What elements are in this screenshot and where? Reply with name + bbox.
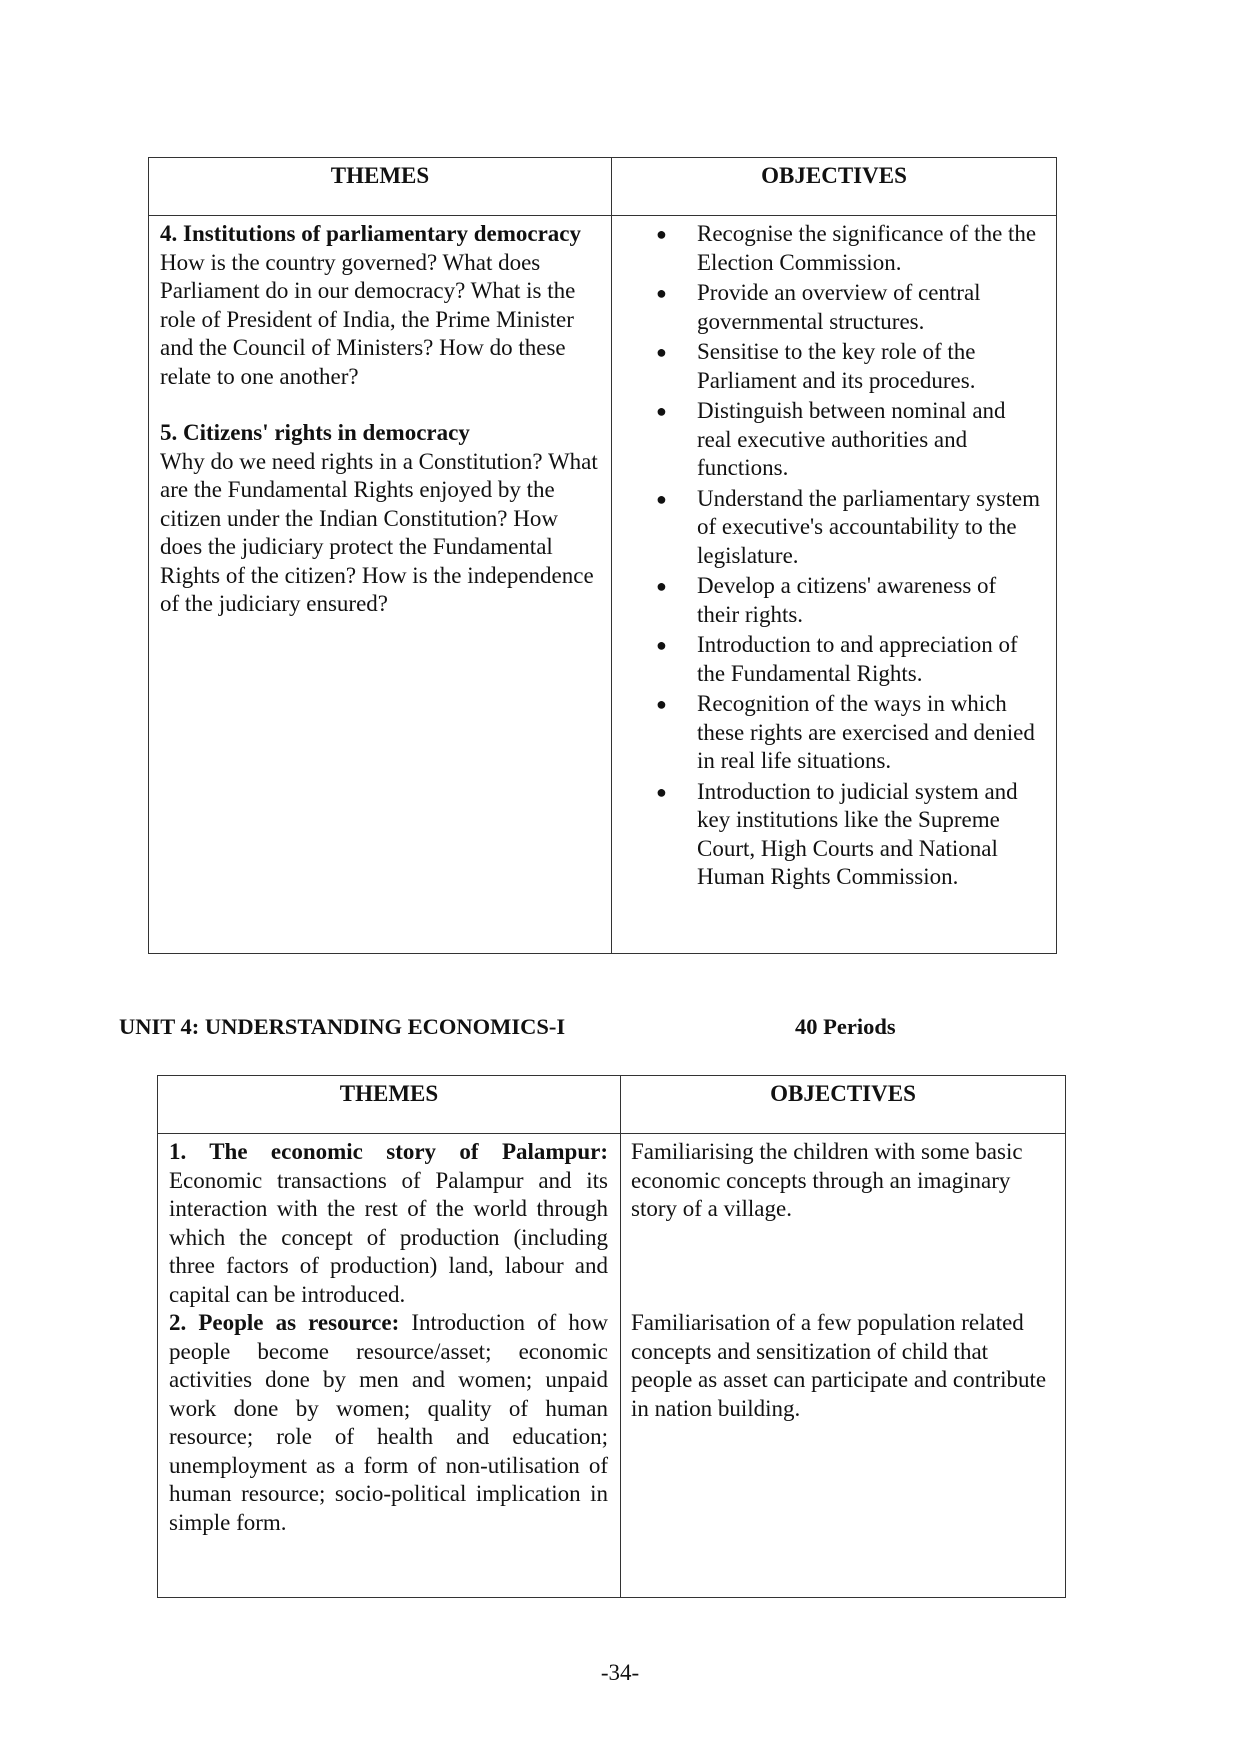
unit-heading: UNIT 4: UNDERSTANDING ECONOMICS-I — [119, 1014, 566, 1039]
table-header-row — [149, 158, 1057, 216]
bullet-icon: ● — [656, 576, 667, 596]
objectives-cell — [612, 216, 1057, 954]
bullet-icon: ● — [656, 781, 667, 802]
objectives-cell — [621, 1134, 1066, 1598]
themes-cell — [149, 216, 612, 954]
bullet-icon: ● — [656, 635, 667, 655]
bullet-icon: ● — [656, 283, 667, 303]
list-item: ● Sensitise to the key role of the Parliament and its procedures. — [656, 339, 976, 393]
theme-item-1-text: Economic transactions of Palampur and its interaction with the rest of the world through which the concept of production (including three factors of production) land, labour and capital can be introduced. — [169, 1167, 608, 1307]
themes-header: THEMES — [149, 158, 612, 216]
themes-objectives-table-1 — [148, 157, 1057, 954]
themes-header: THEMES — [158, 1076, 621, 1134]
theme-item-2-text: Introduction of how people become resource/asset; economic activities done by men and women; unpaid work done by women; quality of human resource; role of health and education; unemployment as a form of non-utilisation of human resource; socio-political implication in simple form. — [169, 1310, 608, 1535]
table-header-row — [158, 1076, 1066, 1134]
theme-4-text: How is the country governed? What does Parliament do in our democracy? What is the role of President of India, the Prime Minister and the Council of Ministers? How do these relate to one another? — [160, 249, 576, 389]
themes-cell — [158, 1134, 621, 1598]
list-item: ● Distinguish between nominal and real executive authorities and functions. — [656, 398, 1006, 480]
objective-2: Familiarisation of a few population related concepts and sensitization of child that people as asset can participate and contribute in nation building. — [631, 1310, 1047, 1421]
table-row — [149, 216, 1057, 954]
bullet-icon: ● — [656, 401, 667, 421]
objective-1: Familiarising the children with some basic economic concepts through an imaginary story of a village. — [631, 1139, 1023, 1221]
theme-5-text: Why do we need rights in a Constitution? What are the Fundamental Rights enjoyed by the citizen under the Indian Constitution? How does the judiciary protect the Fundamental Rights of the citizen? How is the independence of the judiciary ensured? — [160, 448, 598, 616]
objectives-list — [612, 220, 1056, 892]
theme-5-title: 5. Citizens' rights in democracy — [160, 420, 470, 445]
bullet-icon: ● — [656, 342, 667, 362]
list-item: ● Recognition of the ways in which these rights are exercised and denied in real life situations. — [656, 691, 1035, 773]
theme-item-2 — [169, 1309, 608, 1537]
list-item: ● Introduction to and appreciation of the Fundamental Rights. — [656, 632, 1018, 686]
list-item: ● Provide an overview of central governmental structures. — [656, 280, 981, 334]
theme-item-1-title: 1. The economic story of Palampur: — [169, 1139, 608, 1164]
theme-item-1 — [169, 1138, 608, 1309]
objectives-header: OBJECTIVES — [612, 158, 1057, 216]
list-item: ● Recognise the significance of the the Election Commission. — [656, 221, 1037, 275]
unit-periods: 40 Periods — [795, 1014, 896, 1039]
theme-item-2-title: 2. People as resource: — [169, 1310, 400, 1335]
theme-4-title: 4. Institutions of parliamentary democracy — [160, 221, 581, 246]
page-number: -34- — [600, 1660, 640, 1685]
bullet-icon: ● — [656, 694, 667, 714]
themes-objectives-table-2 — [157, 1075, 1066, 1598]
bullet-icon: ● — [656, 224, 667, 244]
bullet-icon: ● — [656, 488, 667, 509]
table-row — [158, 1134, 1066, 1598]
list-item: ● Introduction to judicial system and key institutions like the Supreme Court, High Courts and National Human Rights Commission. — [656, 778, 1018, 889]
list-item: ● Understand the parliamentary system of executive's accountability to the legislature. — [656, 485, 1040, 568]
list-item: ● Develop a citizens' awareness of their rights. — [656, 573, 997, 627]
objectives-header: OBJECTIVES — [621, 1076, 1066, 1134]
